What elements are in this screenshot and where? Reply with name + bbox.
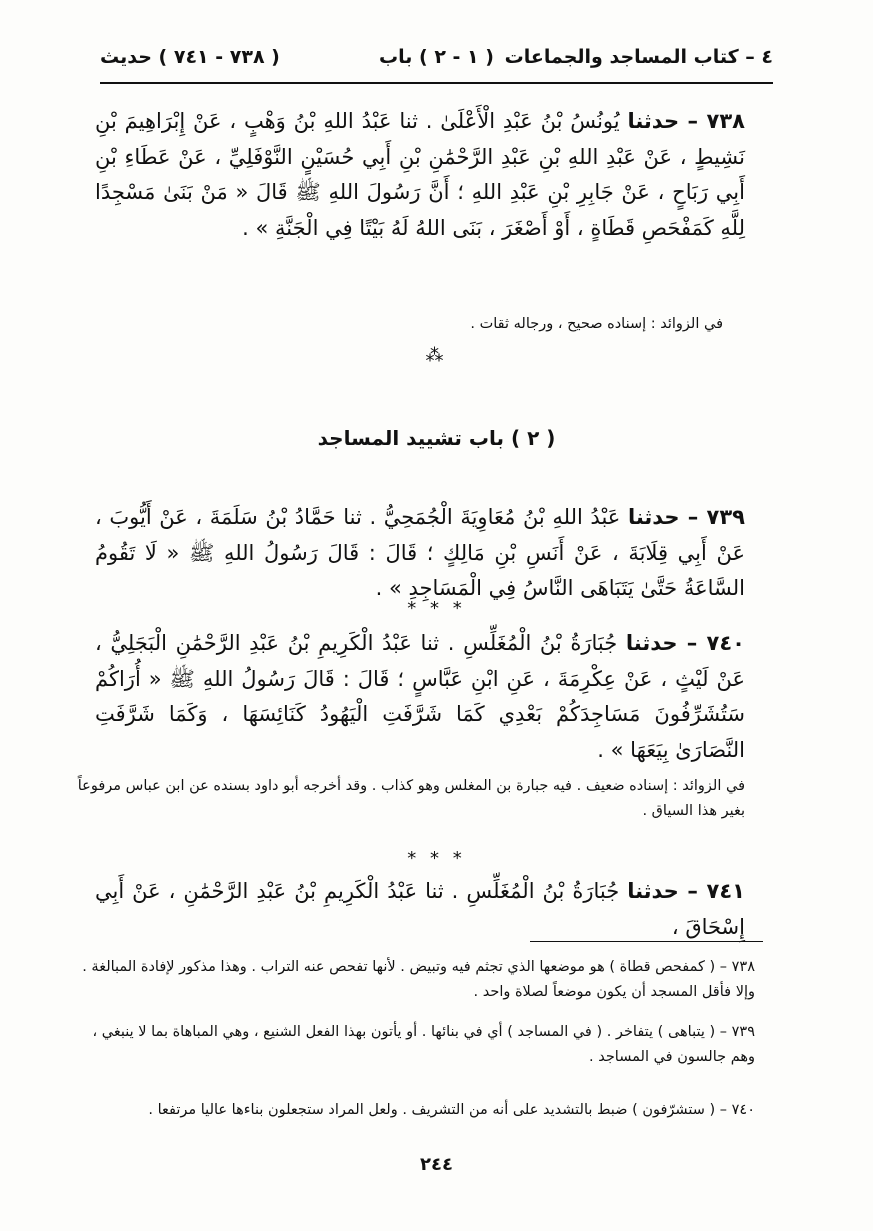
header-chapters: ( ١ - ٢ ) باب <box>379 46 494 68</box>
page-header <box>100 40 773 84</box>
hadith-740-number: ٧٤٠ – حدثنا <box>625 631 745 655</box>
header-book-title: ٤ – كتاب المساجد والجماعات <box>504 46 773 68</box>
separator-stars: ⁂ <box>425 345 448 366</box>
hadith-739-text: عَبْدُ اللهِ بْنُ مُعَاوِيَةَ الْجُمَحِيُّ . ثنا حَمَّادُ بْنُ سَلَمَةَ ، عَنْ أَيُّوبَ ، عَنْ أَبِي قِلَابَةَ ، عَنْ أَنَسِ بْنِ مَالِكٍ ؛ قَالَ : قَالَ رَسُولُ اللهِ ﷺ « لَا تَقُومُ السَّاعَةُ حَتَّىٰ يَتَبَاهَى النَّاسُ فِي الْمَسَاجِدِ » . <box>95 505 745 601</box>
footnote-rule <box>530 941 763 942</box>
separator-stars: * * * <box>407 848 466 869</box>
page-number: ٢٤٤ <box>420 1154 453 1175</box>
hadith-738-number: ٧٣٨ – حدثنا <box>627 109 745 133</box>
note-740: في الزوائد : إسناده ضعيف . فيه جبارة بن المغلس وهو كذاب . وقد أخرجه أبو داود بسنده عن ابن عباس مرفوعاً بغير هذا السياق . <box>77 778 745 819</box>
section-title: ( ٢ ) باب تشييد المساجد <box>317 426 556 450</box>
footnote-738: ٧٣٨ – ( كمفحص قطاة ) هو موضعها الذي تجثم فيه وتبيض . لأنها تفحص عنه التراب . وهذا مذكور لإفادة المبالغة . وإلا فأقل المسجد أن يكون موضعاً لصلاة واحد . <box>82 959 755 1001</box>
hadith-739-number: ٧٣٩ – حدثنا <box>627 505 745 529</box>
footnote-740: ٧٤٠ – ( ستشرّفون ) ضبط بالتشديد على أنه من التشريف . ولعل المراد ستجعلون بناءها عاليا مرتفعا . <box>148 1102 755 1118</box>
separator-stars: * * * <box>407 598 466 619</box>
header-rule <box>100 82 773 84</box>
hadith-738-text: يُونُسُ بْنُ عَبْدِ الْأَعْلَىٰ . ثنا عَبْدُ اللهِ بْنُ وَهْبٍ ، عَنْ إِبْرَاهِيمَ بْنِ نَشِيطٍ ، عَنْ عَبْدِ اللهِ بْنِ عَبْدِ الرَّحْمَٰنِ بْنِ أَبِي حُسَيْنٍ النَّوْفَلِيِّ ، عَنْ عَطَاءِ بْنِ أَبِي رَبَاحٍ ، عَنْ جَابِرِ بْنِ عَبْدِ اللهِ ؛ أَنَّ رَسُولَ اللهِ ﷺ قَالَ « مَنْ بَنَىٰ مَسْجِدًا لِلَّهِ كَمَفْحَصِ قَطَاةٍ ، أَوْ أَصْغَرَ ، بَنَى اللهُ لَهُ بَيْتًا فِي الْجَنَّةِ » . <box>95 109 745 241</box>
note-738: في الزوائد : إسناده صحيح ، ورجاله ثقات . <box>470 316 723 332</box>
header-hadith-range: ( ٧٣٨ - ٧٤١ ) حديث <box>100 46 280 68</box>
hadith-738 <box>95 104 745 247</box>
hadith-741-text: جُبَارَةُ بْنُ الْمُغَلِّسِ . ثنا عَبْدُ الْكَرِيمِ بْنُ عَبْدِ الرَّحْمَٰنِ ، عَنْ أَبِي إِسْحَاقَ ، <box>95 879 745 939</box>
hadith-740-text: جُبَارَةُ بْنُ الْمُغَلِّسِ . ثنا عَبْدُ الْكَرِيمِ بْنُ عَبْدِ الرَّحْمَٰنِ الْبَجَلِيُّ ، عَنْ لَيْثٍ ، عَنْ عِكْرِمَةَ ، عَنِ ابْنِ عَبَّاسٍ ؛ قَالَ : قَالَ رَسُولُ اللهِ ﷺ « أُرَاكُمْ سَتُشَرِّفُونَ مَسَاجِدَكُمْ بَعْدِي كَمَا شَرَّفَتِ الْيَهُودُ كَنَائِسَهَا ، وَكَمَا شَرَّفَتِ النَّصَارَىٰ بِيَعَهَا » . <box>95 631 745 763</box>
hadith-741 <box>95 874 745 945</box>
hadith-741-number: ٧٤١ – حدثنا <box>627 879 745 903</box>
hadith-740 <box>95 626 745 769</box>
hadith-739 <box>95 500 745 607</box>
footnote-739: ٧٣٩ – ( يتباهى ) يتفاخر . ( في المساجد ) أي في بنائها . أو يأتون بهذا الفعل الشنيع ، وهي المباهاة بما لا ينبغي ، وهم جالسون في المساجد . <box>92 1024 755 1066</box>
